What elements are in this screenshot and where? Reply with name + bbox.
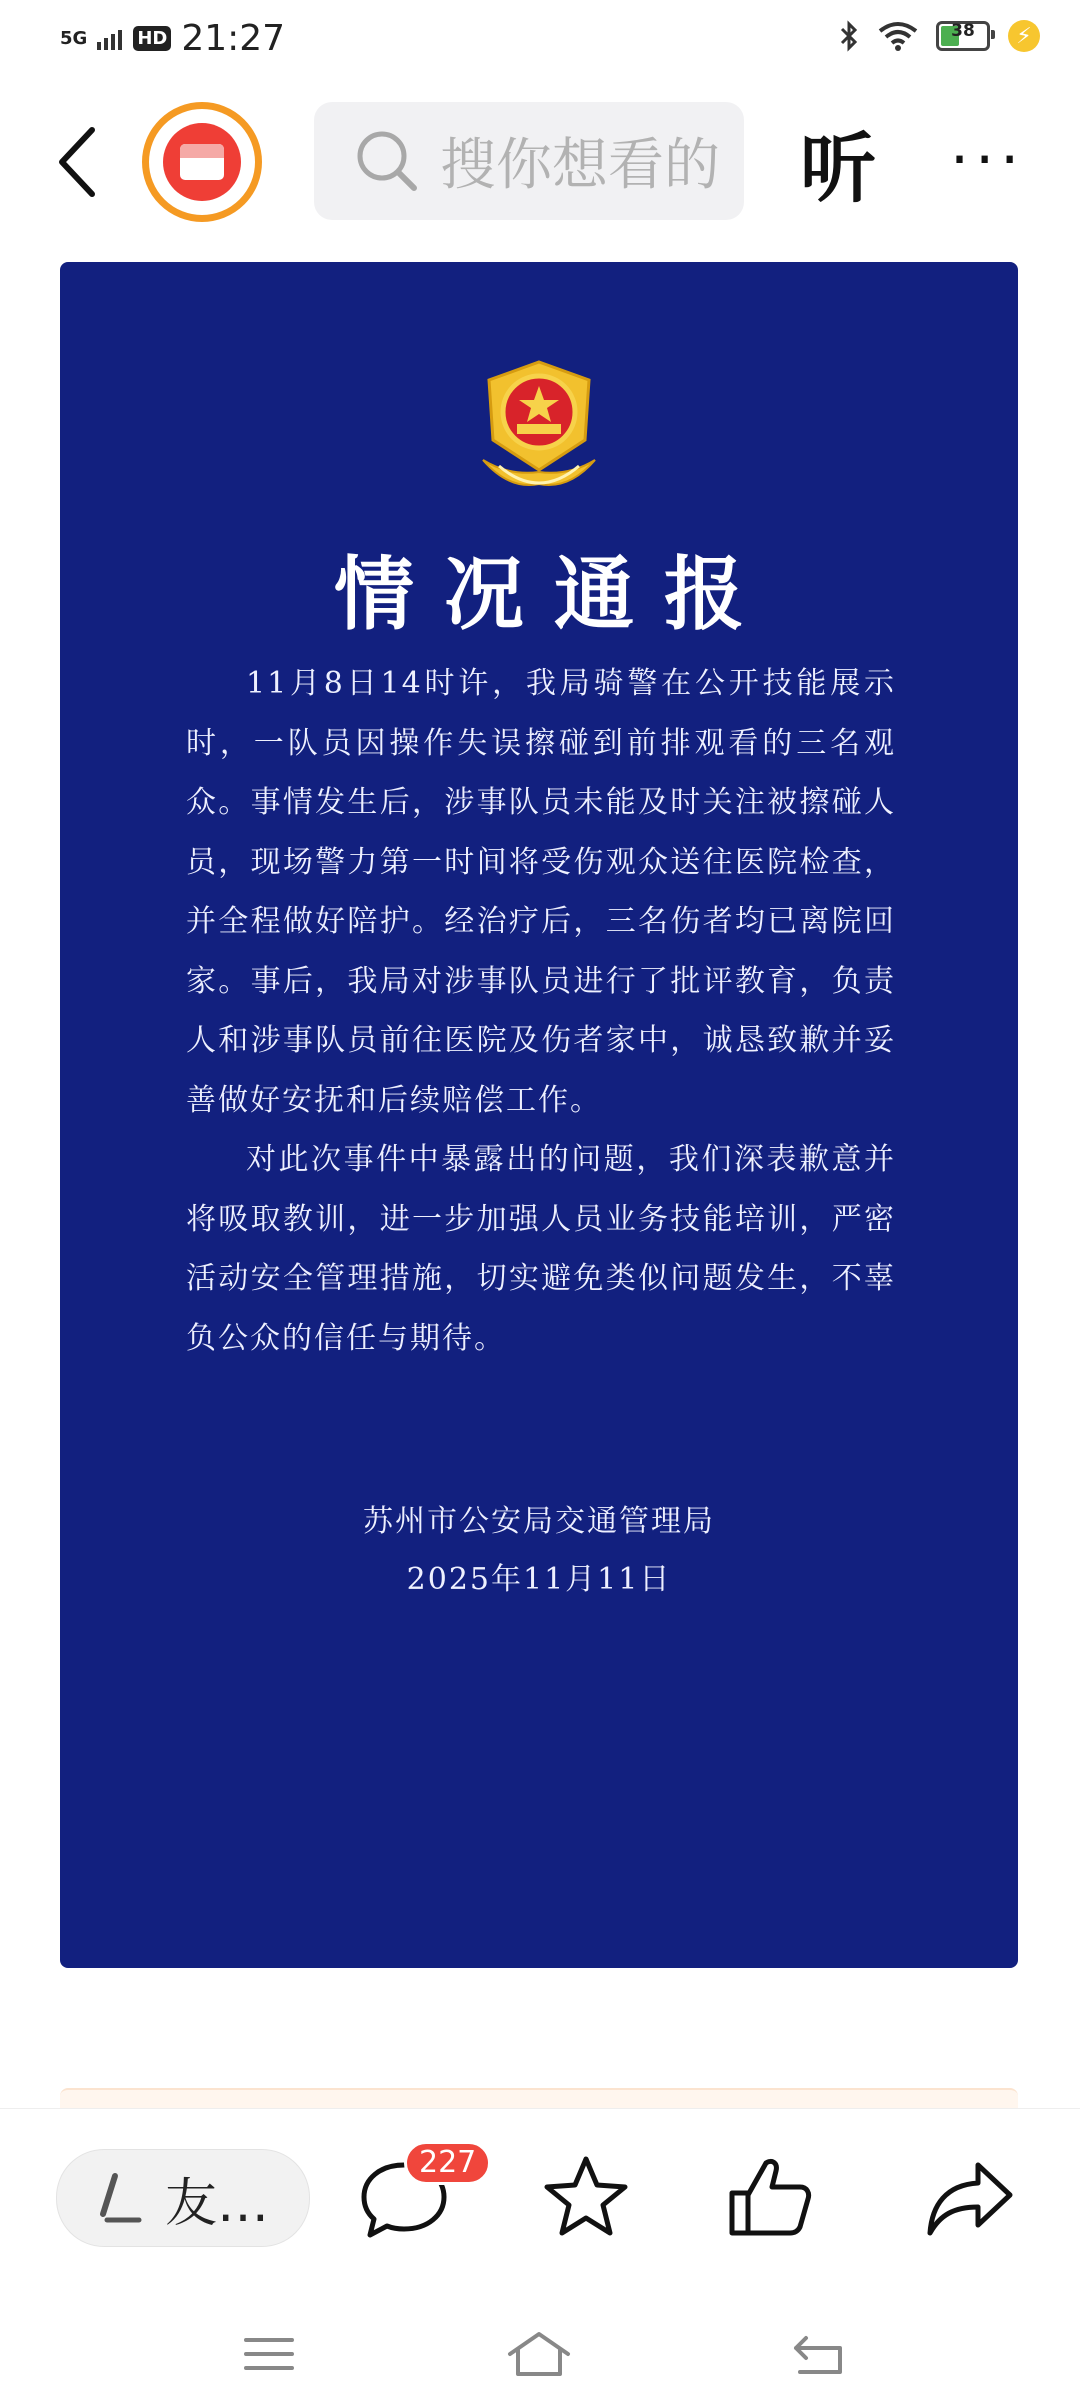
search-placeholder: 搜你想看的 <box>440 133 720 198</box>
envelope-icon <box>180 144 224 180</box>
bluetooth-icon <box>838 20 860 52</box>
signal-icon <box>97 28 123 50</box>
search-input[interactable] <box>314 102 744 220</box>
status-left <box>60 18 285 59</box>
top-toolbar <box>0 84 1080 244</box>
share-icon[interactable] <box>920 2147 1020 2247</box>
notice-body <box>186 654 896 1368</box>
system-nav-bar <box>0 2300 1080 2408</box>
hd-badge: HD <box>133 26 171 51</box>
police-emblem-icon <box>469 350 609 500</box>
action-bar <box>0 2108 1080 2279</box>
notice-paragraph: 对此次事件中暴露出的问题，我们深表歉意并将吸取教训，进一步加强人员业务技能培训，严密活动安全管理措施，切实避免类似问题发生，不辜负公众的信任与期待。 <box>186 1142 896 1356</box>
status-bar <box>0 0 1080 84</box>
comment-count-badge: 227 <box>404 2141 491 2185</box>
pen-icon <box>93 2170 143 2226</box>
network-type: 5G <box>60 27 88 49</box>
wifi-icon <box>878 21 918 51</box>
home-icon[interactable] <box>504 2324 574 2384</box>
battery-icon <box>936 21 990 51</box>
notice-date: 2025年11月11日 <box>406 1562 672 1597</box>
star-icon[interactable] <box>536 2147 636 2247</box>
clock: 21:27 <box>181 18 286 59</box>
notice-title: 情况通报 <box>334 547 774 641</box>
battery-level: 38 <box>951 21 975 41</box>
comment-input[interactable] <box>56 2149 310 2247</box>
menu-icon[interactable] <box>234 2324 304 2384</box>
status-right <box>838 20 1040 52</box>
notice-issuer: 苏州市公安局交通管理局 <box>363 1504 715 1539</box>
charging-icon: ⚡ <box>1008 20 1040 52</box>
app-logo-inner <box>163 123 241 201</box>
thumbs-up-icon[interactable] <box>720 2147 820 2247</box>
notice-paragraph: 11月8日14时许，我局骑警在公开技能展示时，一队员因操作失误擦碰到前排观看的三名观众。事情发生后，涉事队员未能及时关注被擦碰人员，现场警力第一时间将受伤观众送往医院检查，并全程做好陪护。经治疗后，三名伤者均已离院回家。事后，我局对涉事队员进行了批评教育，负责人和涉事队员前往医院及伤者家中，诚恳致歉并妥善做好安抚和后续赔偿工作。 <box>186 666 896 1118</box>
more-button[interactable]: ··· <box>950 125 1026 195</box>
listen-button[interactable]: 听 <box>800 124 876 213</box>
search-icon <box>352 126 422 196</box>
return-icon[interactable] <box>784 2324 854 2384</box>
app-logo-icon[interactable] <box>142 102 262 222</box>
comment-placeholder: 友… <box>165 2173 270 2234</box>
back-arrow-icon[interactable] <box>52 122 112 202</box>
notice-image[interactable] <box>60 262 1018 1968</box>
